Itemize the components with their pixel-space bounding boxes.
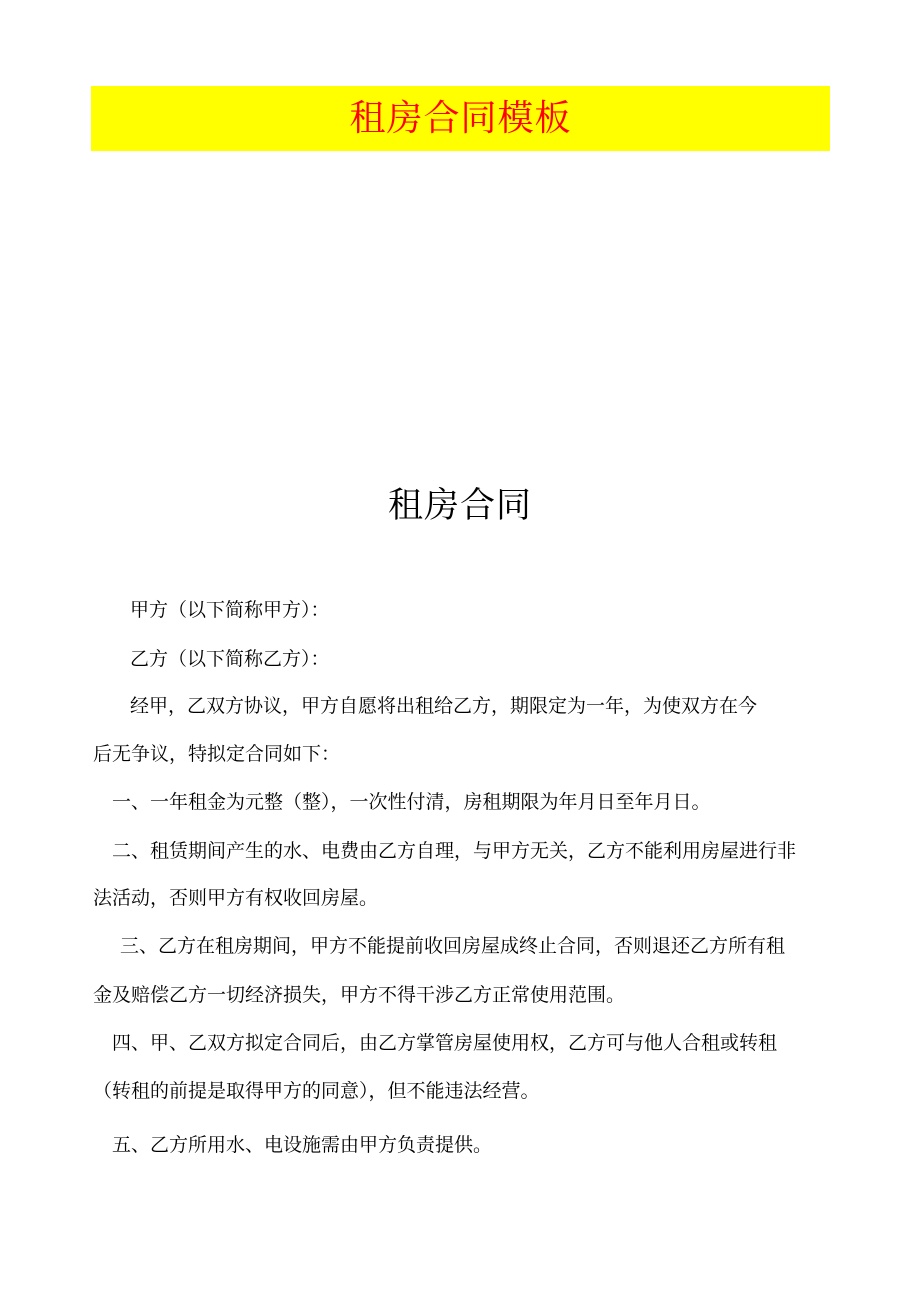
party-b-line: 乙方（以下简称乙方）： <box>130 648 330 670</box>
clause-3-line-2: 金及赔偿乙方一切经济损失，甲方不得干涉乙方正常使用范围。 <box>93 984 626 1006</box>
clause-1-line-1: 一、一年租金为元整（整），一次性付清，房租期限为年月日至年月日。 <box>112 791 711 813</box>
party-a-line: 甲方（以下简称甲方）： <box>130 599 330 621</box>
banner-title: 租房合同模板 <box>349 97 572 139</box>
clause-3-line-1: 三、乙方在租房期间，甲方不能提前收回房屋成终止合同，否则退还乙方所有租 <box>120 935 786 957</box>
title-banner <box>91 86 830 151</box>
clause-2-line-2: 法活动，否则甲方有权收回房屋。 <box>93 887 379 909</box>
clause-5-line-1: 五、乙方所用水、电设施需由甲方负责提供。 <box>112 1134 493 1156</box>
clause-2-line-1: 二、租赁期间产生的水、电费由乙方自理，与甲方无关，乙方不能利用房屋进行非 <box>112 840 797 862</box>
clause-4-line-2: （转租的前提是取得甲方的同意），但不能违法经营。 <box>93 1080 540 1102</box>
document-title: 租房合同 <box>387 486 532 526</box>
clause-4-line-1: 四、甲、乙双方拟定合同后，由乙方掌管房屋使用权，乙方可与他人合租或转租 <box>112 1032 778 1054</box>
intro-paragraph-line-1: 经甲，乙双方协议，甲方自愿将出租给乙方，期限定为一年，为使双方在今 <box>130 695 758 717</box>
intro-paragraph-line-2: 后无争议，特拟定合同如下： <box>93 743 341 765</box>
